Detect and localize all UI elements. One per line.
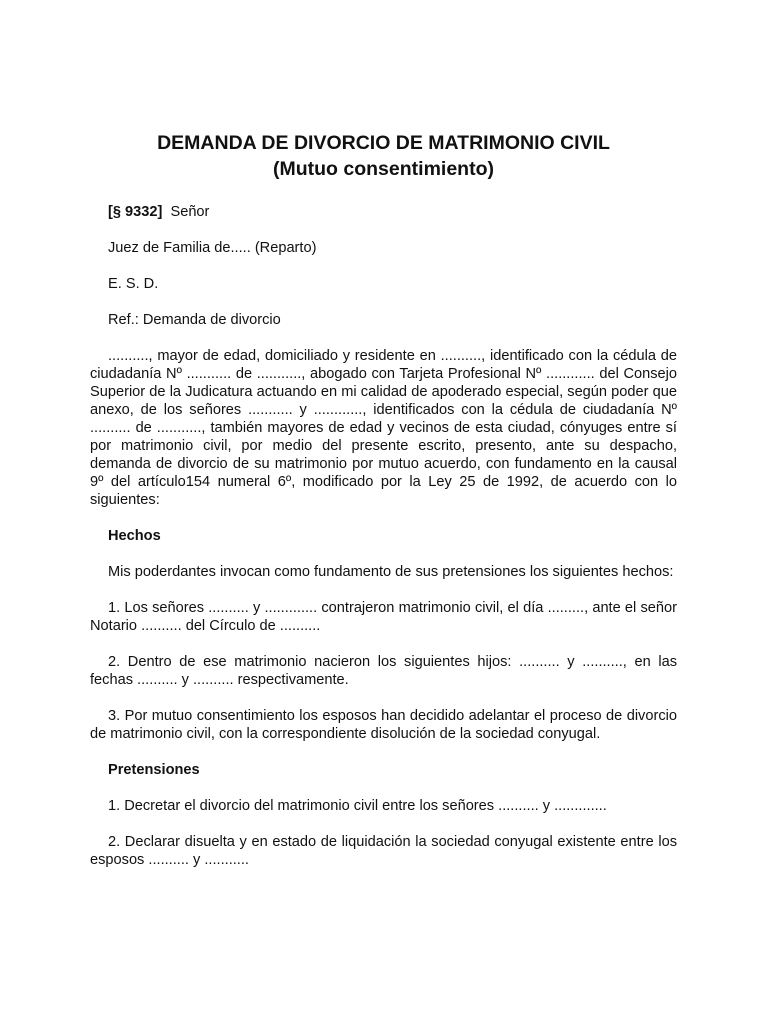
document-page (90, 130, 677, 887)
section-reference: [§ 9332] (108, 204, 163, 220)
reference-line: Ref.: Demanda de divorcio (108, 312, 281, 328)
hecho-item-1: 1. Los señores .......... y ............. contrajeron matrimonio civil, el día ........., ante el señor Notario .......... del Círculo de .......... (90, 600, 677, 634)
document-title (90, 130, 677, 182)
title-line-2: (Mutuo consentimiento) (273, 158, 494, 180)
pretensiones-heading: Pretensiones (108, 762, 200, 778)
pretension-item-1: 1. Decretar el divorcio del matrimonio civil entre los señores .......... y ............. (108, 798, 607, 814)
hecho-item-2: 2. Dentro de ese matrimonio nacieron los siguientes hijos: .......... y .........., en las fechas .......... y .......... respectivamente. (90, 654, 677, 688)
hechos-intro: Mis poderdantes invocan como fundamento de sus pretensiones los siguientes hechos: (108, 564, 674, 580)
hechos-heading: Hechos (108, 528, 161, 544)
title-line-1: DEMANDA DE DIVORCIO DE MATRIMONIO CIVIL (157, 132, 610, 154)
salutation-line (90, 203, 677, 221)
addressee: Juez de Familia de..... (Reparto) (108, 240, 317, 256)
intro-paragraph: .........., mayor de edad, domiciliado y residente en .........., identificado con la cédula de ciudadanía Nº ........... de ..........., abogado con Tarjeta Profesional Nº ............ del Consejo Superior de la Judicatura actuando en mi calidad de apoderado especial, según poder que anexo, de los señores ........... y ............, identificados con la cédula de ciudadanía Nº .......... de ..........., también mayores de edad y vecinos de esta ciudad, cónyuges entre sí por matrimonio civil, por medio del presente escrito, presento, ante su despacho, demanda de divorcio de su matrimonio por mutuo acuerdo, con fundamento en la causal 9º del artículo154 numeral 6º, modificado por la Ley 25 de 1992, de acuerdo con lo siguientes: (90, 348, 677, 508)
esd-line: E. S. D. (108, 276, 159, 292)
pretension-item-2: 2. Declarar disuelta y en estado de liquidación la sociedad conyugal existente entre los esposos .......... y ........... (90, 834, 677, 868)
hecho-item-3: 3. Por mutuo consentimiento los esposos han decidido adelantar el proceso de divorcio de matrimonio civil, con la correspondiente disolución de la sociedad conyugal. (90, 708, 677, 742)
salutation: Señor (170, 204, 210, 220)
